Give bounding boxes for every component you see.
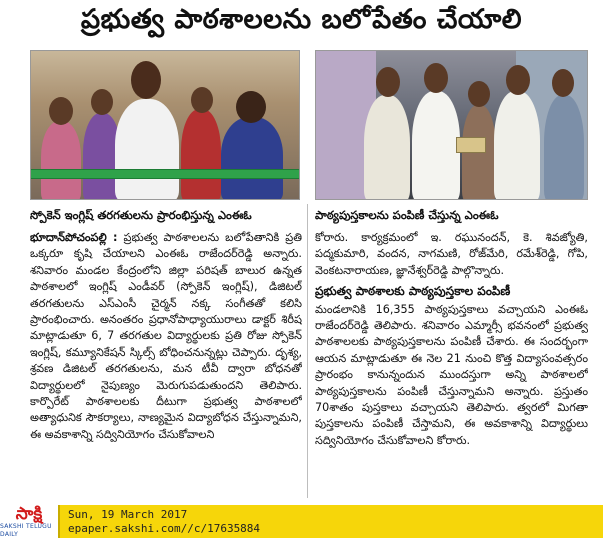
subheading: ప్రభుత్వ పాఠశాలకు పాఠ్యపుస్తకాల పంపిణీ <box>315 284 511 299</box>
dateline: భూదాన్‌పోచంపల్లి : <box>30 231 118 244</box>
article-body-left: ప్రభుత్వ పాఠశాలలను బలోపేతానికి ప్రతి ఒక్కరూ కృషి చేయాలని ఎంఈఓ రాజేందర్‌రెడ్డి అన్నారు. శనివారం మండల కేంద్రంలోని జిల్లా పరిషత్ బాలుర ఉన్నత పాఠశాలలో ఇంగ్లిష్ ఎండీవర్ (స్పోకెన్ ఇంగ్లిష్), డిజిటల్ తరగతులను ఎస్‌ఎంసీ చైర్మన్ నక్క సంగీతతో కలిసి ప్రారంభించారు. అనంతరం ప్రధానోపాధ్యాయురాలు డాక్టర్ శిరీష మాట్లాడుతూ 6, 7 తరగతుల విద్యార్థులకు ప్రతి రోజు స్పోకెన్ ఇంగ్లిష్, కమ్యూనికేషన్ స్కిల్స్ బోధించనున్నట్లు చెప్పారు. దృశ్య, శ్రవణ డిజిటల్ తరగతులను, మన టీవీ ద్వారా బోధనతో విద్యార్థులలో నైపుణ్యం మెరుగుపడుతుందని తెలిపారు. కార్పొరేట్ పాఠశాలలకు దీటుగా ప్రభుత్వ పాఠశాలలో అత్యాధునిక సౌకర్యాలు, నాణ్యమైన విద్యాబోధన చేస్తున్నామని, ఈ అవకాశాన్ని సద్వినియోగం చేసుకోవాలని <box>30 231 302 441</box>
article-body-right-1: కోరారు. కార్యక్రమంలో ఇ. రఘునందన్, కె. శివజ్యోతి, పద్మకుమారి, వందన, నాగమణి, రోజ్‌మేరి, రమేశ్‌రెడ్డి, గోపి, వెంకటనారాయణ, జ్ఞానేశ్వర్‌రెడ్డి పాల్గొన్నారు. <box>315 231 588 277</box>
article-column-left <box>30 230 302 498</box>
sakshi-logo <box>0 505 60 538</box>
epaper-url[interactable]: epaper.sakshi.com//c/17635884 <box>68 521 261 535</box>
caption-left: స్పోకెన్ ఇంగ్లిష్ తరగతులను ప్రారంభిస్తున్న ఎంఈఓ <box>30 207 252 222</box>
ribbon <box>31 169 300 179</box>
photo-textbook-distribution <box>315 50 588 200</box>
footer-bar <box>0 505 603 538</box>
article-body-right-2: మండలానికి 16,355 పాఠ్యపుస్తకాలు వచ్చాయని ఎంఈఓ రాజేందర్‌రెడ్డి తెలిపారు. శనివారం ఎమ్మార్సీ భవనంలో ప్రభుత్వ పాఠశాలలకు పాఠ్యపుస్తకాలను పంపిణీ చేశారు. ఈ సందర్భంగా ఆయన మాట్లాడుతూ ఈ నెల 21 నుంచి కొత్త విద్యాసంవత్సరం ప్రారంభం కానున్నందున ముందస్తుగా అన్ని పాఠశాలలో పాఠ్యపుస్తకాలను పంపిణీ చేస్తున్నామని అన్నారు. ప్రస్తుతం 70శాతం పుస్తకాలు వచ్చాయని తెలిపారు. త్వరలో మిగతా పుస్తకాలను పంపిణీ చేస్తామని, ఈ అవకాశాన్ని విద్యార్థులు సద్వినియోగం చేసుకోవాలని కోరారు. <box>315 302 588 447</box>
footer-info <box>68 508 260 536</box>
logo-mark: సాక్షి <box>15 505 43 524</box>
photo-ribbon-cutting <box>30 50 300 200</box>
caption-right: పాఠ్యపుస్తకాలను పంపిణీ చేస్తున్న ఎంఈఓ <box>315 207 499 222</box>
column-divider <box>307 204 308 498</box>
headline: ప్రభుత్వ పాఠశాలలను బలోపేతం చేయాలి <box>80 4 523 35</box>
publication-date: Sun, 19 March 2017 <box>68 507 188 521</box>
article-column-right <box>315 230 588 498</box>
logo-subtitle: SAKSHI TELUGU DAILY <box>0 522 52 538</box>
